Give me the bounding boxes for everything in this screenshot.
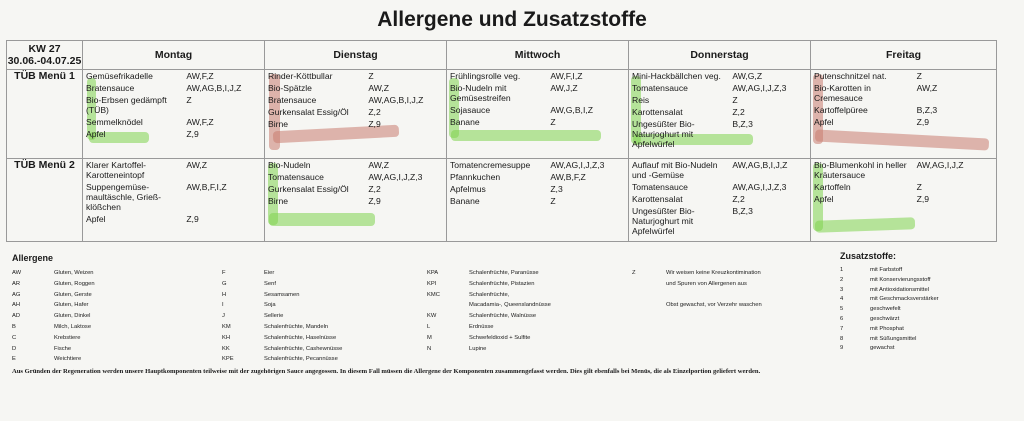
allergen-codes: Z,9 [916, 117, 930, 127]
allergen-codes: Z,9 [916, 194, 930, 204]
legend-row [222, 344, 342, 355]
zusatz-heading: Zusatzstoffe: [840, 251, 896, 261]
dish-item [447, 183, 628, 195]
legend-row [427, 268, 551, 279]
zusatz-text: mit Geschmacksverstärker [870, 296, 939, 303]
week-range: 30.06.-04.07.25 [7, 55, 82, 67]
allergen-codes: AW,F,Z [186, 117, 214, 127]
allergen-codes: Z,2 [368, 184, 381, 194]
menu-label-2: TÜB Menü 2 [7, 159, 83, 242]
dish-item [811, 70, 996, 82]
legend-row [427, 333, 551, 344]
dish-item [629, 118, 810, 150]
legend-code: AD [12, 313, 21, 320]
dish-name: Bratensauce [86, 83, 135, 93]
legend-code: KK [222, 345, 230, 352]
z-note-line [666, 290, 762, 301]
allergen-codes: AW,AG,B,I,J,Z [732, 160, 788, 170]
dish-item [447, 104, 628, 116]
dish-name: Bio-Nudeln mit Gemüsestreifen [450, 83, 511, 103]
allergen-codes: AW,J,Z [550, 83, 578, 93]
zusatz-row [840, 276, 939, 286]
day-header-wednesday: Mittwoch [447, 41, 629, 70]
legend-code: KMC [427, 291, 440, 298]
allergen-codes: Z,9 [186, 129, 199, 139]
allergen-codes: AW,F,I,Z [550, 71, 583, 81]
dish-name: Gurkensalat Essig/Öl [268, 184, 349, 194]
dish-name: Mini-Hackbällchen veg. [632, 71, 721, 81]
zusatz-code: 8 [840, 335, 844, 342]
menu-cell [629, 159, 811, 242]
allergen-codes: Z [550, 117, 556, 127]
legend-code: F [222, 270, 226, 276]
legend-code: N [427, 345, 432, 352]
dish-item [447, 70, 628, 82]
legend-code: AR [12, 280, 21, 287]
dish-name: Reis [632, 95, 650, 105]
legend-code: J [222, 313, 225, 320]
week-cell [7, 41, 83, 70]
legend-row [222, 290, 342, 301]
zusatz-code: 5 [840, 306, 844, 313]
dish-item [811, 82, 996, 104]
dish-name: Gurkensalat Essig/Öl [268, 107, 349, 117]
z-note-line: und Spuren von Allergenen aus [666, 280, 747, 287]
legend-text: Erdnüsse [469, 323, 494, 330]
dish-name: Bio-Nudeln [268, 160, 311, 170]
legend-text: Milch, Laktose [54, 323, 92, 330]
allergen-codes: Z,9 [368, 196, 381, 206]
z-note-line: Obst gewachst, vor Verzehr waschen [666, 302, 762, 309]
dish-item [83, 181, 264, 213]
dish-name: Bio-Blumenkohl in heller Kräutersauce [814, 160, 907, 180]
day-header-monday: Montag [83, 41, 265, 70]
legend-text: Soja [264, 302, 276, 309]
legend-row [427, 300, 551, 311]
legend-row [12, 268, 95, 279]
dish-item [629, 70, 810, 82]
allergen-codes: AW,G,B,I,Z [550, 105, 593, 115]
dish-item [629, 82, 810, 94]
menu-cell [447, 159, 629, 242]
dish-name: Tomatensauce [632, 83, 688, 93]
dish-item [83, 94, 264, 116]
zusatz-text: mit Süßungsmittel [870, 335, 917, 342]
zusatz-text: mit Farbstoff [870, 267, 903, 273]
dish-name: Tomatensauce [268, 172, 324, 182]
dish-item [83, 82, 264, 94]
dish-item [629, 181, 810, 193]
legend-row [222, 333, 342, 344]
legend-row [427, 344, 551, 355]
allergen-codes: AW,AG,I,J,Z,3 [732, 182, 787, 192]
zusatz-list [840, 266, 939, 354]
page-title: Allergene und Zusatzstoffe [377, 8, 647, 31]
allergen-codes: B,Z,3 [732, 206, 753, 216]
legend-code: AH [12, 302, 21, 309]
legend-text: Gluten, Dinkel [54, 313, 91, 320]
legend-text: Schwefeldioxid + Sulfite [469, 334, 531, 341]
legend-code: C [12, 334, 17, 341]
dish-name: Rinder-Köttbullar [268, 71, 333, 81]
legend-code: I [222, 302, 224, 309]
dish-item [83, 116, 264, 128]
legend-code: G [222, 280, 227, 287]
allergen-codes: Z [550, 196, 556, 206]
allergen-codes: AW,B,F,I,Z [186, 182, 227, 192]
legend-code: AW [12, 270, 22, 276]
legend-text: Schalenfrüchte, Paranüsse [469, 270, 539, 276]
legend-code: L [427, 323, 431, 330]
dish-name: Pfannkuchen [450, 172, 501, 182]
highlight-mark [815, 129, 989, 150]
allergene-col-3 [427, 268, 551, 354]
dish-name: Apfel [814, 194, 834, 204]
allergen-codes: B,Z,3 [732, 119, 753, 129]
menu-table [6, 40, 997, 242]
legend-text: Fische [54, 345, 72, 352]
legend-row [427, 311, 551, 322]
menu-label-1: TÜB Menü 1 [7, 70, 83, 159]
dish-name: Karottensalat [632, 107, 683, 117]
legend-row [427, 322, 551, 333]
legend-text: Schalenfrüchte, Walnüsse [469, 313, 537, 320]
day-header-tuesday: Dienstag [265, 41, 447, 70]
dish-name: Frühlingsrolle veg. [450, 71, 521, 81]
dish-item [83, 128, 264, 140]
dish-name: Bio-Spätzle [268, 83, 312, 93]
allergene-heading: Allergene [12, 253, 54, 263]
zusatz-row [840, 325, 939, 335]
dish-item [811, 181, 996, 193]
dish-name: Semmelknödel [86, 117, 143, 127]
dish-item [83, 70, 264, 82]
allergen-codes: Z [916, 182, 922, 192]
legend-row [222, 300, 342, 311]
legend-text: Gluten, Weizen [54, 270, 94, 276]
zusatz-row [840, 344, 939, 354]
legend-text: Senf [264, 280, 276, 287]
allergen-codes: AW,AG,B,I,J,Z [368, 95, 424, 105]
legend-code: KM [222, 323, 231, 330]
dish-name: Kartoffelpüree [814, 105, 868, 115]
z-note [632, 268, 762, 311]
legend-text: Macadamia-, Queenslandnüsse [469, 302, 551, 309]
z-code: Z [632, 270, 636, 276]
dish-item [447, 195, 628, 207]
allergen-codes: B,Z,3 [916, 105, 938, 115]
allergen-codes: AW,AG,I,J,Z [916, 160, 964, 170]
dish-item [629, 94, 810, 106]
dish-item [265, 82, 446, 94]
dish-item [811, 193, 996, 205]
allergen-codes: AW,Z [368, 83, 389, 93]
legend-code: KPE [222, 356, 234, 363]
legend-code: M [427, 334, 432, 341]
legend-row [222, 268, 342, 279]
allergen-codes: AW,Z [186, 160, 207, 170]
allergen-codes: AW,AG,I,J,Z,3 [732, 83, 787, 93]
legend-text: Gluten, Gerste [54, 291, 92, 298]
dish-item [265, 159, 446, 171]
zusatz-text: geschwefelt [870, 306, 901, 313]
legend-text: Sellerie [264, 313, 284, 320]
zusatz-text: geschwärzt [870, 315, 900, 322]
dish-name: Karottensalat [632, 194, 683, 204]
footnote: Aus Gründen der Regeneration werden unsere Hauptkomponenten teilweise mit der zugehörigen Sauce angegossen. In diesem Fall müssen die Allergene der Komponenten zusammengefasst werden. Dies gilt ebenfalls bei Menüs, die als Einzelportion geliefert werden. [12, 368, 761, 375]
dish-item [629, 193, 810, 205]
week-number: KW 27 [28, 43, 61, 55]
dish-item [265, 118, 446, 130]
allergen-codes: Z,2 [732, 107, 745, 117]
dish-name: Apfel [86, 129, 106, 139]
dish-item [83, 213, 264, 225]
legend-code: H [222, 291, 227, 298]
menu-cell [265, 70, 447, 159]
allergen-codes: AW,AG,B,I,J,Z [186, 83, 242, 93]
legend-code: AG [12, 291, 21, 298]
menu-cell [447, 70, 629, 159]
dish-name: Banane [450, 196, 480, 206]
menu-row-1 [7, 70, 997, 159]
legend-row [222, 279, 342, 290]
dish-item [265, 94, 446, 106]
legend-code: KPI [427, 280, 437, 287]
legend-row [427, 279, 551, 290]
legend-row [12, 279, 95, 290]
legend-text: Weichtiere [54, 356, 82, 363]
highlight-mark [269, 213, 375, 226]
menu-cell [83, 159, 265, 242]
allergen-codes: AW,F,Z [186, 71, 214, 81]
menu-cell [629, 70, 811, 159]
dish-item [265, 195, 446, 207]
allergen-codes: Z,9 [368, 119, 381, 129]
zusatz-code: 7 [840, 325, 844, 332]
dish-name: Klarer Kartoffel-Karotteneintopf [86, 160, 147, 180]
zusatz-row [840, 335, 939, 345]
dish-item [265, 183, 446, 195]
legend-text: Lupine [469, 345, 487, 352]
dish-name: Putenschnitzel nat. [814, 71, 887, 81]
zusatz-code: 6 [840, 315, 844, 322]
legend-text: Schalenfrüchte, Haselnüsse [264, 334, 337, 341]
legend-row [12, 344, 95, 355]
menu-cell [811, 159, 997, 242]
allergene-col-2 [222, 268, 342, 365]
dish-name: Ungesüßter Bio-Naturjoghurt mit Apfelwürfel [632, 206, 695, 236]
allergen-codes: Z [732, 95, 738, 105]
zusatz-row [840, 305, 939, 315]
allergen-codes: Z,2 [368, 107, 381, 117]
dish-name: Ungesüßter Bio-Naturjoghurt mit Apfelwürfel [632, 119, 695, 149]
dish-item [265, 70, 446, 82]
allergen-codes: AW,AG,I,J,Z,3 [368, 172, 423, 182]
legend-row [427, 290, 551, 301]
menu-cell [265, 159, 447, 242]
zusatz-code: 3 [840, 286, 844, 293]
highlight-mark [451, 130, 601, 141]
dish-item [811, 104, 996, 116]
legend-text: Schalenfrüchte, Cashewnüsse [264, 345, 343, 352]
zusatz-code: 9 [840, 345, 844, 352]
dish-item [629, 159, 810, 181]
zusatz-row [840, 315, 939, 325]
dish-item [265, 106, 446, 118]
dish-name: Bio-Erbsen gedämpft (TÜB) [86, 95, 167, 115]
allergen-codes: Z,2 [732, 194, 745, 204]
z-note-lines [666, 268, 762, 311]
legend-row [12, 354, 95, 365]
dish-name: Apfel [86, 214, 106, 224]
legend-text: Schalenfrüchte, Pistazien [469, 280, 535, 287]
legend-row [12, 300, 95, 311]
legend-row [222, 322, 342, 333]
legend-text: Gluten, Hafer [54, 302, 89, 309]
allergen-codes: Z,3 [550, 184, 563, 194]
allergen-codes: AW,B,F,Z [550, 172, 586, 182]
allergen-codes: AW,Z [916, 83, 938, 93]
legend-row [12, 333, 95, 344]
allergen-codes: Z [368, 71, 374, 81]
menu-cell [83, 70, 265, 159]
day-header-friday: Freitag [811, 41, 997, 70]
allergen-codes: Z [186, 95, 192, 105]
legend-text: Eier [264, 270, 275, 276]
dish-name: Birne [268, 196, 289, 206]
dish-name: Suppengemüse-maultäschle, Grieß-klößchen [86, 182, 161, 212]
dish-name: Bio-Karotten in Cremesauce [814, 83, 871, 103]
legend-code: KPA [427, 270, 439, 276]
dish-name: Sojasauce [450, 105, 491, 115]
allergen-codes: Z,9 [186, 214, 199, 224]
legend-text: Schalenfrüchte, Mandeln [264, 323, 329, 330]
legend-code: E [12, 356, 16, 363]
zusatz-text: mit Antioxidationsmittel [870, 286, 929, 293]
dish-item [265, 171, 446, 183]
zusatz-code: 1 [840, 267, 844, 273]
dish-item [83, 159, 264, 181]
allergen-codes: AW,AG,I,J,Z,3 [550, 160, 605, 170]
z-note-line: Wir weisen keine Kreuzkontimination [666, 270, 761, 276]
dish-item [811, 116, 996, 128]
allergen-codes: Z [916, 71, 922, 81]
legend-row [222, 311, 342, 322]
dish-name: Auflauf mit Bio-Nudeln und -Gemüse [632, 160, 718, 180]
legend-text: Krebstiere [54, 334, 81, 341]
legend-text: Sesamsamen [264, 291, 300, 298]
dish-name: Bratensauce [268, 95, 317, 105]
dish-item [629, 205, 810, 237]
menu-row-2 [7, 159, 997, 242]
zusatz-text: mit Konservierungsstoff [870, 276, 931, 283]
highlight-mark [815, 217, 915, 232]
dish-name: Apfel [814, 117, 834, 127]
dish-name: Banane [450, 117, 480, 127]
zusatz-row [840, 266, 939, 276]
dish-name: Tomatensauce [632, 182, 688, 192]
zusatz-text: gewachst [870, 345, 895, 352]
legend-code: KH [222, 334, 231, 341]
zusatz-code: 4 [840, 296, 844, 303]
day-header-thursday: Donnerstag [629, 41, 811, 70]
dish-item [447, 116, 628, 128]
dish-name: Kartoffeln [814, 182, 851, 192]
legend-text: Schalenfrüchte, Pecannüsse [264, 356, 338, 363]
dish-item [629, 106, 810, 118]
legend-row [12, 322, 95, 333]
legend-code: KW [427, 313, 437, 320]
zusatz-code: 2 [840, 276, 844, 283]
dish-item [447, 159, 628, 171]
legend-code [427, 300, 469, 311]
menu-cell [811, 70, 997, 159]
header-row [7, 41, 997, 70]
allergen-codes: AW,G,Z [732, 71, 763, 81]
dish-name: Gemüsefrikadelle [86, 71, 153, 81]
legend-row [222, 354, 342, 365]
zusatz-row [840, 286, 939, 296]
allergen-codes: AW,Z [368, 160, 389, 170]
dish-item [811, 159, 996, 181]
zusatz-text: mit Phosphat [870, 325, 904, 332]
dish-name: Tomatencremesuppe [450, 160, 531, 170]
legend-code: B [12, 323, 16, 330]
allergene-col-1 [12, 268, 95, 365]
legend-text: Schalenfrüchte, [469, 291, 510, 298]
legend-code: D [12, 345, 17, 352]
dish-item [447, 82, 628, 104]
legend-row [12, 290, 95, 301]
dish-name: Birne [268, 119, 289, 129]
legend-text: Gluten, Roggen [54, 280, 95, 287]
dish-name: Apfelmus [450, 184, 486, 194]
dish-item [447, 171, 628, 183]
legend-row [12, 311, 95, 322]
zusatz-row [840, 295, 939, 305]
